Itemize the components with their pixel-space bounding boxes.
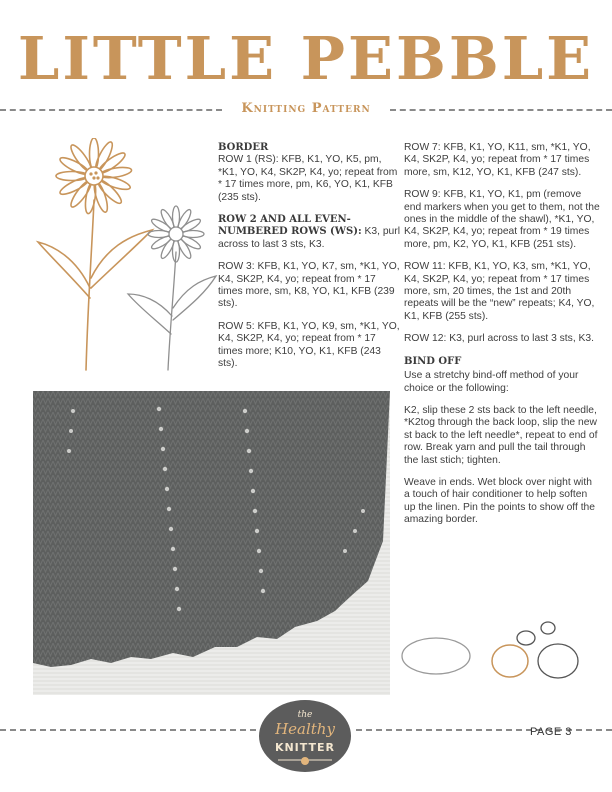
orange-daisy-icon (38, 138, 152, 370)
bind-off-steps: K2, slip these 2 sts back to the left needle, *K2tog through the back loop, slip the new st back to the left needle*, repeat to end of row. Break yarn and pull the tail through the last stich; tighten. (404, 404, 598, 466)
pattern-column-left (218, 142, 402, 381)
small-pebble-icon (517, 631, 535, 645)
subtitle-row (0, 96, 612, 122)
divider-right (390, 109, 612, 111)
large-pebble-icon (538, 644, 578, 678)
page-title: LITTLE PEBBLE (17, 24, 595, 93)
gray-pebble-icon (402, 638, 470, 674)
row-2-instructions (218, 214, 402, 251)
pattern-column-right (404, 142, 600, 537)
bind-off-intro: Use a stretchy bind-off method of your choice or the following: (404, 370, 579, 394)
page-number: PAGE 3 (530, 726, 572, 738)
logo-line-3: KNITTER (274, 741, 336, 754)
shawl-photo (33, 391, 390, 695)
row-7-instructions: ROW 7: KFB, K1, YO, K11, sm, *K1, YO, K4, SK2P, K4, yo; repeat from * 17 times more, sm, K12, YO, K1, KFB (247 sts). (404, 142, 591, 178)
tiny-pebble-icon (541, 622, 555, 634)
row-1-instructions: ROW 1 (RS): KFB, K1, YO, K5, pm, *K1, YO, K4, SK2P, K4, yo; repeat from * 17 times more, pm, K6, YO, K1, KFB (235 sts). (218, 154, 398, 203)
flower-illustration (30, 138, 220, 376)
row-12-instructions: ROW 12: K3, purl across to last 3 sts, K3. (404, 333, 594, 345)
bind-off-heading: BIND OFF (404, 355, 462, 367)
row-2-text: K3, purl across to last 3 sts, K3. (218, 226, 401, 250)
healthy-knitter-logo (258, 698, 352, 774)
row-5-instructions: ROW 5: KFB, K1, YO, K9, sm, *K1, YO, K4, SK2P, K4, yo; repeat from * 17 times more; K10, YO, K1, KFB (243 sts). (218, 320, 400, 370)
footer-divider-left (0, 729, 256, 731)
finishing-instructions: Weave in ends. Wet block over night with a touch of hair conditioner to help soften up the linen. Pin the points to show off the amazing border. (404, 476, 596, 526)
pebble-ovals-illustration (398, 620, 603, 682)
gray-daisy-icon (128, 206, 216, 370)
row-2-heading: ROW 2 AND ALL EVEN-NUMBERED ROWS (WS): (218, 214, 362, 238)
footer-divider-right (356, 729, 612, 731)
page-subtitle: Knitting Pattern (241, 101, 371, 116)
orange-pebble-icon (492, 645, 528, 677)
logo-line-1: the (297, 710, 313, 720)
row-3-instructions: ROW 3: KFB, K1, YO, K7, sm, *K1, YO, K4, SK2P, K4, yo; repeat from * 17 times more, sm, K8, YO, K1, KFB (239 sts). (218, 261, 400, 310)
row-9-instructions: ROW 9: KFB, K1, YO, K1, pm (remove end markers when you get to them, not the ones in the middle of the shawl), *K1, YO, K4, SK2P, K4, yo; repeat from * 19 times more, pm, K2, YO, K1, KFB (251 sts). (404, 189, 600, 250)
row-11-instructions: ROW 11: KFB, K1, YO, K3, sm, *K1, YO, K4, SK2P, K4, yo; repeat from * 17 times more, sm, 20 times, the 1st and 20th repeats will be the “new” repeats; K4, YO, K1, KFB (255 sts). (404, 261, 595, 322)
logo-line-2: Healthy (275, 720, 335, 738)
border-heading: BORDER (218, 142, 269, 153)
yarn-ball-icon (301, 757, 309, 765)
